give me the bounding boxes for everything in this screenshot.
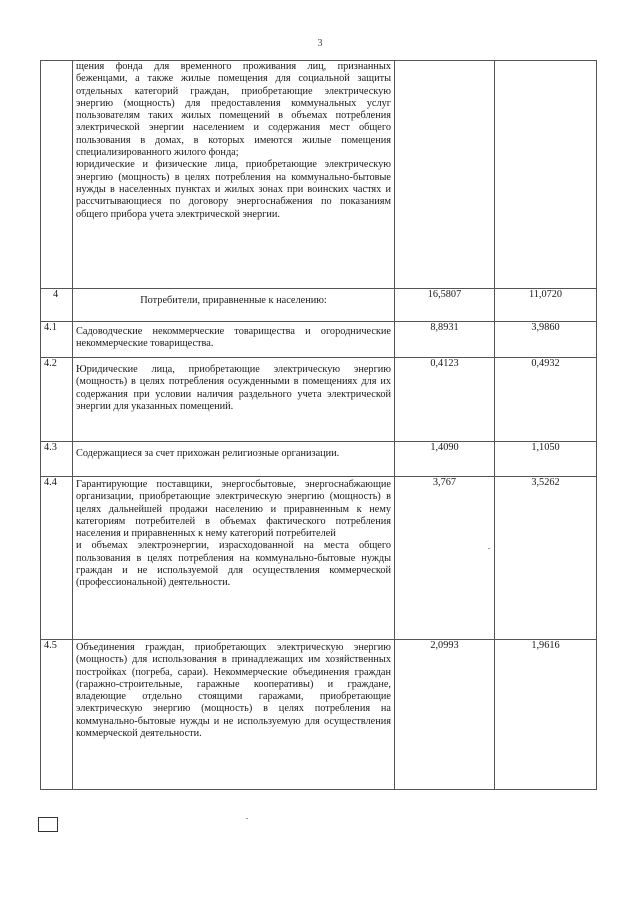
value-column-1: 0,4123 bbox=[395, 358, 495, 442]
value-column-1: 16,5807 bbox=[395, 289, 495, 322]
page-number: 3 bbox=[317, 38, 323, 49]
value-column-2: 0,4932 bbox=[495, 358, 597, 442]
scan-speck bbox=[246, 818, 248, 819]
table-row bbox=[41, 477, 597, 640]
row-number: 4.4 bbox=[41, 477, 73, 640]
description-paragraph: Потребители, приравненные к населению: bbox=[140, 295, 327, 306]
description-paragraph: Объединения граждан, приобретающих электрическую энергию (мощность) для использования в принадлежащих им хозяйственных постройках (погреба, сараи). Некоммерческие объединения граждан (гаражно-строительные, гаражные кооперативы) и граждане, владеющие отдельно стоящими гаражами, приобретающие электрическую энергию (мощность) в целях потребления на коммунально-бытовые нужды и не используемую для осуществления коммерческой деятельности. bbox=[76, 642, 391, 740]
row-number: 4 bbox=[41, 289, 73, 322]
value-column-1: 2,0993 bbox=[395, 640, 495, 790]
table-row bbox=[41, 322, 597, 358]
row-number: 4.2 bbox=[41, 358, 73, 442]
description-paragraph: юридические и физические лица, приобретающие электрическую энергию (мощность) в целях потребления на коммунально-бытовые нужды в населенных пунктах и жилых зонах при воинских частях и рассчитывающиеся по договору энергоснабжения по показаниям общего прибора учета электрической энергии. bbox=[76, 159, 391, 220]
description-paragraph: щения фонда для временного проживания лиц, признанных беженцами, а также жилые помещения для социальной защиты отдельных категорий граждан, приобретающие электрическую энергию (мощность) для предоставления коммунальных услуг пользователям таких жилых помещений в объемах потребления электрической энергии населением и содержания мест общего пользования в домах, в которых имеются жилые помещения специализированного жилого фонда; bbox=[76, 61, 391, 159]
table-row bbox=[41, 640, 597, 790]
table-row bbox=[41, 289, 597, 322]
row-description bbox=[73, 477, 395, 640]
table-row bbox=[41, 61, 597, 289]
row-number: 4.1 bbox=[41, 322, 73, 358]
value-column-2: 1,1050 bbox=[495, 442, 597, 477]
value-column-2: 3,9860 bbox=[495, 322, 597, 358]
value-column-2 bbox=[495, 61, 597, 289]
row-number bbox=[41, 61, 73, 289]
value-column-1: 3,767 bbox=[395, 477, 495, 640]
row-description bbox=[73, 640, 395, 790]
row-description bbox=[73, 61, 395, 289]
value-column-1 bbox=[395, 61, 495, 289]
value-column-2: 3,5262 bbox=[495, 477, 597, 640]
value-column-1: 8,8931 bbox=[395, 322, 495, 358]
row-description bbox=[73, 442, 395, 477]
table-row bbox=[41, 358, 597, 442]
description-paragraph: и объемах электроэнергии, израсходованной на места общего пользования в целях потребления на коммунально-бытовые нужды граждан и не используемой для осуществления коммерческой (профессиональной) деятельности. bbox=[76, 540, 391, 589]
description-paragraph: Садоводческие некоммерческие товарищества и огороднические некоммерческие товарищества. bbox=[76, 326, 391, 350]
scan-speck bbox=[488, 548, 490, 549]
row-description bbox=[73, 358, 395, 442]
row-number: 4.5 bbox=[41, 640, 73, 790]
checkbox-square[interactable] bbox=[38, 817, 58, 832]
value-column-2: 1,9616 bbox=[495, 640, 597, 790]
row-description bbox=[73, 322, 395, 358]
row-description bbox=[73, 289, 395, 322]
row-number: 4.3 bbox=[41, 442, 73, 477]
tariff-table bbox=[40, 60, 597, 790]
description-paragraph: Содержащиеся за счет прихожан религиозные организации. bbox=[76, 448, 340, 459]
value-column-1: 1,4090 bbox=[395, 442, 495, 477]
table-row bbox=[41, 442, 597, 477]
description-paragraph: Юридические лица, приобретающие электрическую энергию (мощность) в целях потребления осужденными в помещениях для их содержания при условии наличия раздельного учета электрической энергии для указанных помещений. bbox=[76, 364, 391, 412]
description-paragraph: Гарантирующие поставщики, энергосбытовые, энергоснабжающие организации, приобретающие электрическую энергию (мощность) в целях дальнейшей продажи населению и приравненным к нему категориям потребителей в объемах фактического потребления населения и приравненных к нему категорий потребителей bbox=[76, 479, 391, 540]
value-column-2: 11,0720 bbox=[495, 289, 597, 322]
